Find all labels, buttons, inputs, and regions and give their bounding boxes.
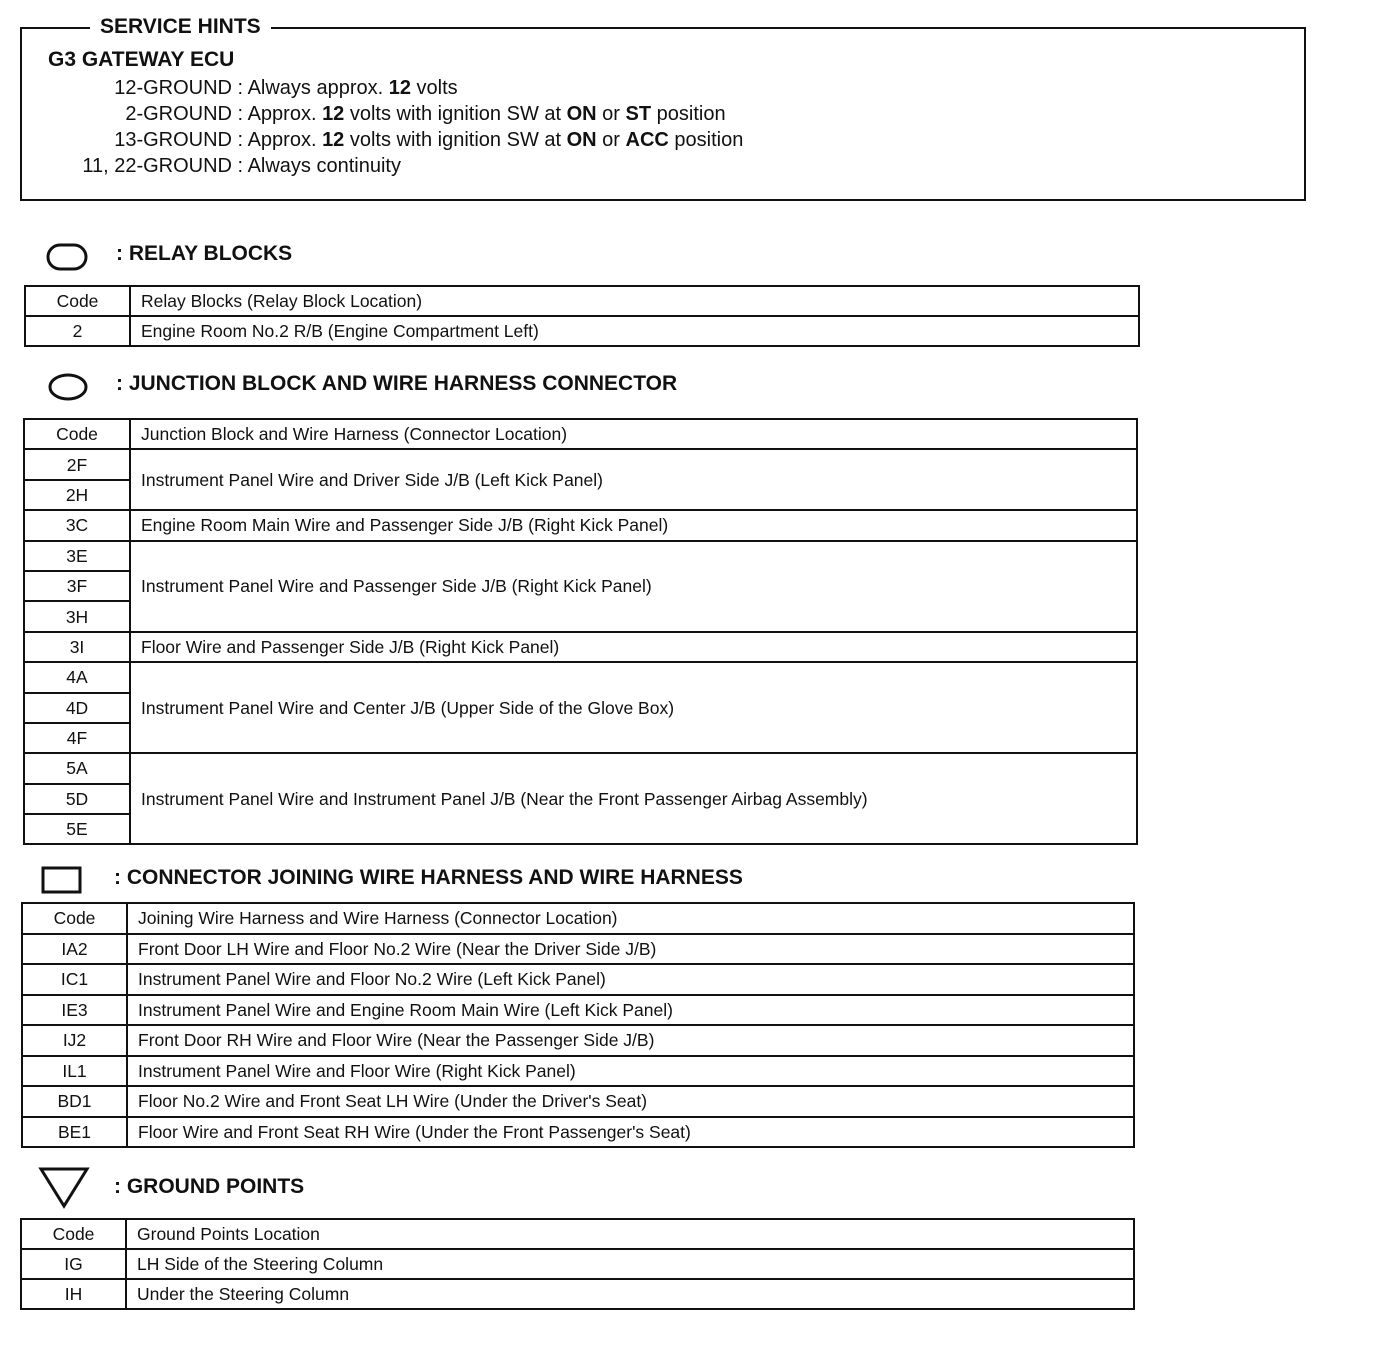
code-cell: IG — [21, 1249, 126, 1279]
header-code-cell: Code — [24, 419, 130, 449]
service-hints-title: SERVICE HINTS — [90, 14, 271, 40]
code-cell: 2F — [24, 449, 130, 479]
desc-cell: Engine Room No.2 R/B (Engine Compartment Left) — [130, 316, 1139, 346]
hint-separator: : — [232, 155, 248, 177]
desc-cell: Engine Room Main Wire and Passenger Side J/B (Right Kick Panel) — [130, 510, 1137, 540]
table-row — [22, 1056, 1134, 1087]
junction-blocks-table — [23, 418, 1138, 845]
code-cell: 5A — [24, 753, 130, 783]
table-row — [25, 316, 1139, 346]
desc-cell: Instrument Panel Wire and Center J/B (Upper Side of the Glove Box) — [130, 662, 1137, 753]
table-row — [22, 1117, 1134, 1148]
code-cell: 3C — [24, 510, 130, 540]
connectors-table — [21, 902, 1135, 1148]
relay-blocks-title: : RELAY BLOCKS — [116, 242, 293, 265]
code-cell: 4F — [24, 723, 130, 753]
header-desc-cell: Relay Blocks (Relay Block Location) — [130, 286, 1139, 316]
table-row — [24, 632, 1137, 662]
code-cell: IJ2 — [22, 1025, 127, 1056]
code-cell: IE3 — [22, 995, 127, 1026]
hint-separator: : — [232, 103, 248, 125]
desc-cell: Instrument Panel Wire and Floor Wire (Right Kick Panel) — [127, 1056, 1134, 1087]
hint-text: or — [596, 129, 626, 151]
desc-cell: Floor Wire and Passenger Side J/B (Right Kick Panel) — [130, 632, 1137, 662]
hint-emphasis: ST — [625, 103, 652, 125]
hint-pin: 2-GROUND — [125, 103, 232, 125]
code-cell: 4A — [24, 662, 130, 692]
code-cell: IH — [21, 1279, 126, 1309]
table-row — [24, 510, 1137, 540]
code-cell: IC1 — [22, 964, 127, 995]
desc-cell: Front Door LH Wire and Floor No.2 Wire (Near the Driver Side J/B) — [127, 934, 1134, 965]
header-desc-cell: Junction Block and Wire Harness (Connector Location) — [130, 419, 1137, 449]
ground-points-table — [20, 1218, 1135, 1310]
hint-line — [0, 101, 743, 127]
hint-text: volts with ignition SW at — [344, 129, 567, 151]
desc-cell: Instrument Panel Wire and Floor No.2 Wire (Left Kick Panel) — [127, 964, 1134, 995]
table-row — [24, 753, 1137, 783]
table-row — [21, 1279, 1134, 1309]
hint-pin: 11, 22-GROUND — [82, 155, 232, 177]
hint-text: position — [651, 103, 726, 125]
table-header-row — [24, 419, 1137, 449]
hint-pin: 13-GROUND — [114, 129, 232, 151]
code-cell: 3F — [24, 571, 130, 601]
table-row — [24, 541, 1137, 571]
hint-text: Always approx. — [247, 77, 389, 99]
code-cell: 2H — [24, 480, 130, 510]
header-desc-cell: Ground Points Location — [126, 1219, 1134, 1249]
desc-cell: Floor No.2 Wire and Front Seat LH Wire (Under the Driver's Seat) — [127, 1086, 1134, 1117]
code-cell: 5D — [24, 784, 130, 814]
junction-blocks-title: : JUNCTION BLOCK AND WIRE HARNESS CONNECTOR — [116, 372, 678, 395]
relay-blocks-table — [24, 285, 1140, 347]
hint-pin: 12-GROUND — [114, 77, 232, 99]
code-cell: 5E — [24, 814, 130, 844]
code-cell: BE1 — [22, 1117, 127, 1148]
hint-text: or — [596, 103, 626, 125]
hint-text: Approx. — [247, 129, 323, 151]
hint-emphasis: ON — [566, 129, 597, 151]
hint-separator: : — [232, 129, 248, 151]
ecu-title: G3 GATEWAY ECU — [48, 48, 235, 71]
hint-text: position — [668, 129, 744, 151]
table-row — [22, 1086, 1134, 1117]
table-header-row — [25, 286, 1139, 316]
header-code-cell: Code — [25, 286, 130, 316]
table-row — [24, 449, 1137, 479]
table-row — [22, 964, 1134, 995]
desc-cell: Instrument Panel Wire and Instrument Panel J/B (Near the Front Passenger Airbag Assembly) — [130, 753, 1137, 844]
hint-line — [0, 153, 743, 179]
code-cell: 2 — [25, 316, 130, 346]
code-cell: IL1 — [22, 1056, 127, 1087]
code-cell: 4D — [24, 693, 130, 723]
header-code-cell: Code — [22, 903, 127, 934]
code-cell: BD1 — [22, 1086, 127, 1117]
ground-point-symbol-icon — [38, 1166, 90, 1210]
hint-text: volts with ignition SW at — [344, 103, 567, 125]
connectors-title: : CONNECTOR JOINING WIRE HARNESS AND WIRE HARNESS — [114, 866, 743, 889]
hint-line — [0, 127, 743, 153]
junction-block-symbol-icon — [47, 372, 89, 402]
code-cell: IA2 — [22, 934, 127, 965]
table-header-row — [22, 903, 1134, 934]
hint-text: volts — [411, 77, 458, 99]
hint-lines — [0, 75, 743, 179]
table-row — [24, 662, 1137, 692]
code-cell: 3I — [24, 632, 130, 662]
relay-block-symbol-icon — [46, 243, 88, 271]
table-row — [22, 995, 1134, 1026]
hint-emphasis: 12 — [388, 77, 411, 99]
code-cell: 3E — [24, 541, 130, 571]
hint-separator: : — [232, 77, 248, 99]
header-desc-cell: Joining Wire Harness and Wire Harness (Connector Location) — [127, 903, 1134, 934]
desc-cell: Front Door RH Wire and Floor Wire (Near the Passenger Side J/B) — [127, 1025, 1134, 1056]
table-row — [21, 1249, 1134, 1279]
hint-emphasis: 12 — [322, 103, 345, 125]
hint-line — [0, 75, 743, 101]
table-row — [22, 1025, 1134, 1056]
code-cell: 3H — [24, 601, 130, 631]
connector-symbol-icon — [41, 865, 83, 895]
desc-cell: LH Side of the Steering Column — [126, 1249, 1134, 1279]
desc-cell: Under the Steering Column — [126, 1279, 1134, 1309]
ground-points-title: : GROUND POINTS — [114, 1175, 305, 1198]
hint-emphasis: 12 — [322, 129, 345, 151]
header-code-cell: Code — [21, 1219, 126, 1249]
desc-cell: Instrument Panel Wire and Driver Side J/B (Left Kick Panel) — [130, 449, 1137, 510]
desc-cell: Instrument Panel Wire and Engine Room Main Wire (Left Kick Panel) — [127, 995, 1134, 1026]
hint-emphasis: ON — [566, 103, 597, 125]
table-row — [22, 934, 1134, 965]
desc-cell: Instrument Panel Wire and Passenger Side J/B (Right Kick Panel) — [130, 541, 1137, 632]
hint-text: Approx. — [247, 103, 323, 125]
desc-cell: Floor Wire and Front Seat RH Wire (Under the Front Passenger's Seat) — [127, 1117, 1134, 1148]
hint-emphasis: ACC — [625, 129, 669, 151]
hint-text: Always continuity — [247, 155, 401, 177]
table-header-row — [21, 1219, 1134, 1249]
